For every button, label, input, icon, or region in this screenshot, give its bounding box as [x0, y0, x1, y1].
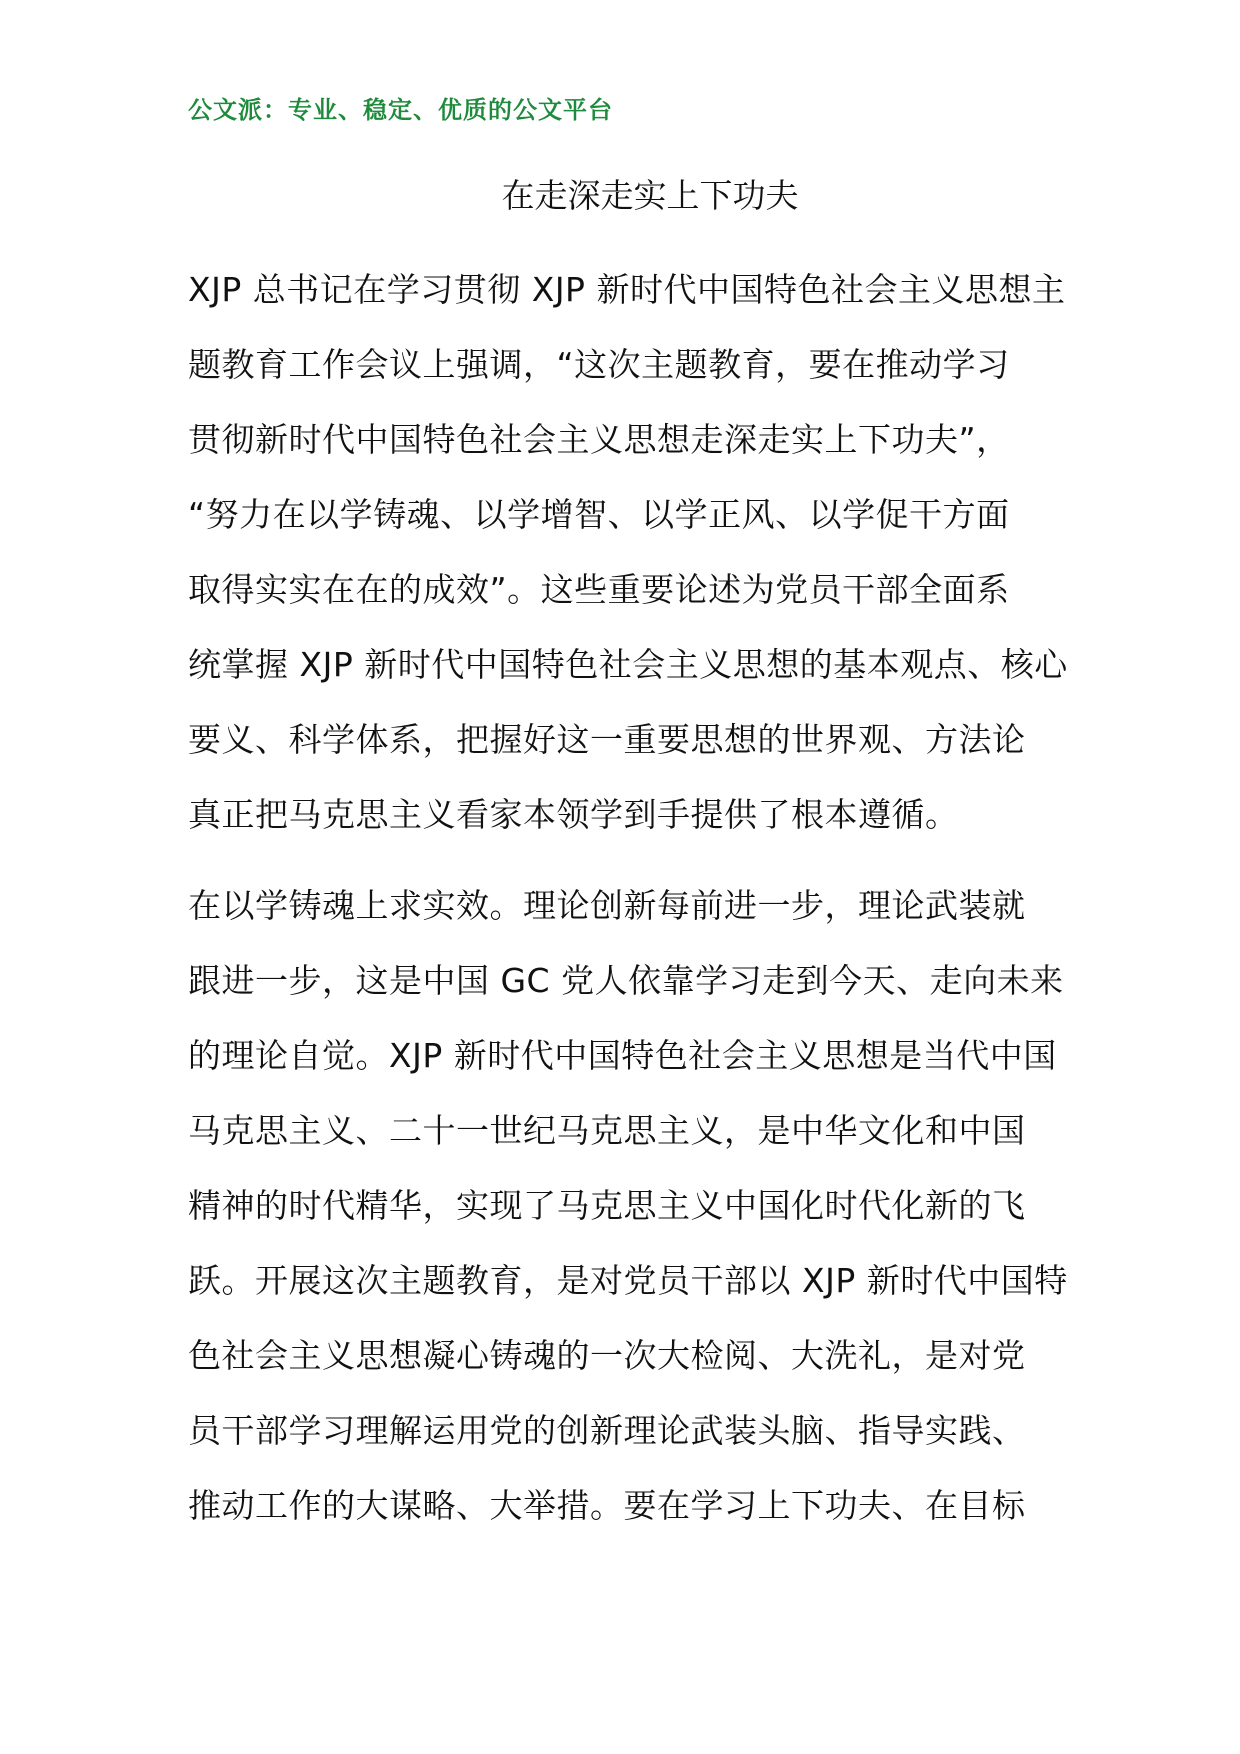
document-title: 在走深走实上下功夫 [501, 176, 799, 215]
body-paragraph-2 [188, 868, 1068, 1543]
paragraph-line: 马克思主义、二十一世纪马克思主义，是中华文化和中国 [188, 1111, 1026, 1150]
paragraph-line: 跟进一步，这是中国 GC 党人依靠学习走到今天、走向未来 [188, 961, 1064, 1000]
paragraph-line: 跃。开展这次主题教育，是对党员干部以 XJP 新时代中国特 [188, 1261, 1068, 1300]
paragraph-line: 色社会主义思想凝心铸魂的一次大检阅、大洗礼，是对党 [188, 1336, 1026, 1375]
paragraph-line: 统掌握 XJP 新时代中国特色社会主义思想的基本观点、核心 [188, 645, 1068, 684]
paragraph-line: 取得实实在在的成效”。这些重要论述为党员干部全面系 [188, 570, 1010, 609]
paragraph-line: 精神的时代精华，实现了马克思主义中国化时代化新的飞 [188, 1186, 1026, 1225]
paragraph-line: 要义、科学体系，把握好这一重要思想的世界观、方法论 [188, 720, 1026, 759]
paragraph-line: 在以学铸魂上求实效。理论创新每前进一步，理论武装就 [188, 886, 1026, 925]
paragraph-line: XJP 总书记在学习贯彻 XJP 新时代中国特色社会主义思想主 [188, 270, 1066, 309]
paragraph-line: “努力在以学铸魂、以学增智、以学正风、以学促干方面 [188, 495, 1010, 534]
paragraph-line: 推动工作的大谋略、大举措。要在学习上下功夫、在目标 [188, 1486, 1026, 1525]
paragraph-line: 题教育工作会议上强调，“这次主题教育，要在推动学习 [188, 345, 1010, 384]
paragraph-line: 贯彻新时代中国特色社会主义思想走深走实上下功夫”， [188, 420, 1010, 459]
body-paragraph-1 [188, 252, 1068, 852]
document-title-wrapper [0, 174, 1240, 218]
paragraph-line: 员干部学习理解运用党的创新理论武装头脑、指导实践、 [188, 1411, 1026, 1450]
paragraph-line: 真正把马克思主义看家本领学到手提供了根本遵循。 [188, 795, 959, 834]
site-header-slogan: 公文派：专业、稳定、优质的公文平台 [188, 96, 613, 124]
paragraph-line: 的理论自觉。XJP 新时代中国特色社会主义思想是当代中国 [188, 1036, 1057, 1075]
